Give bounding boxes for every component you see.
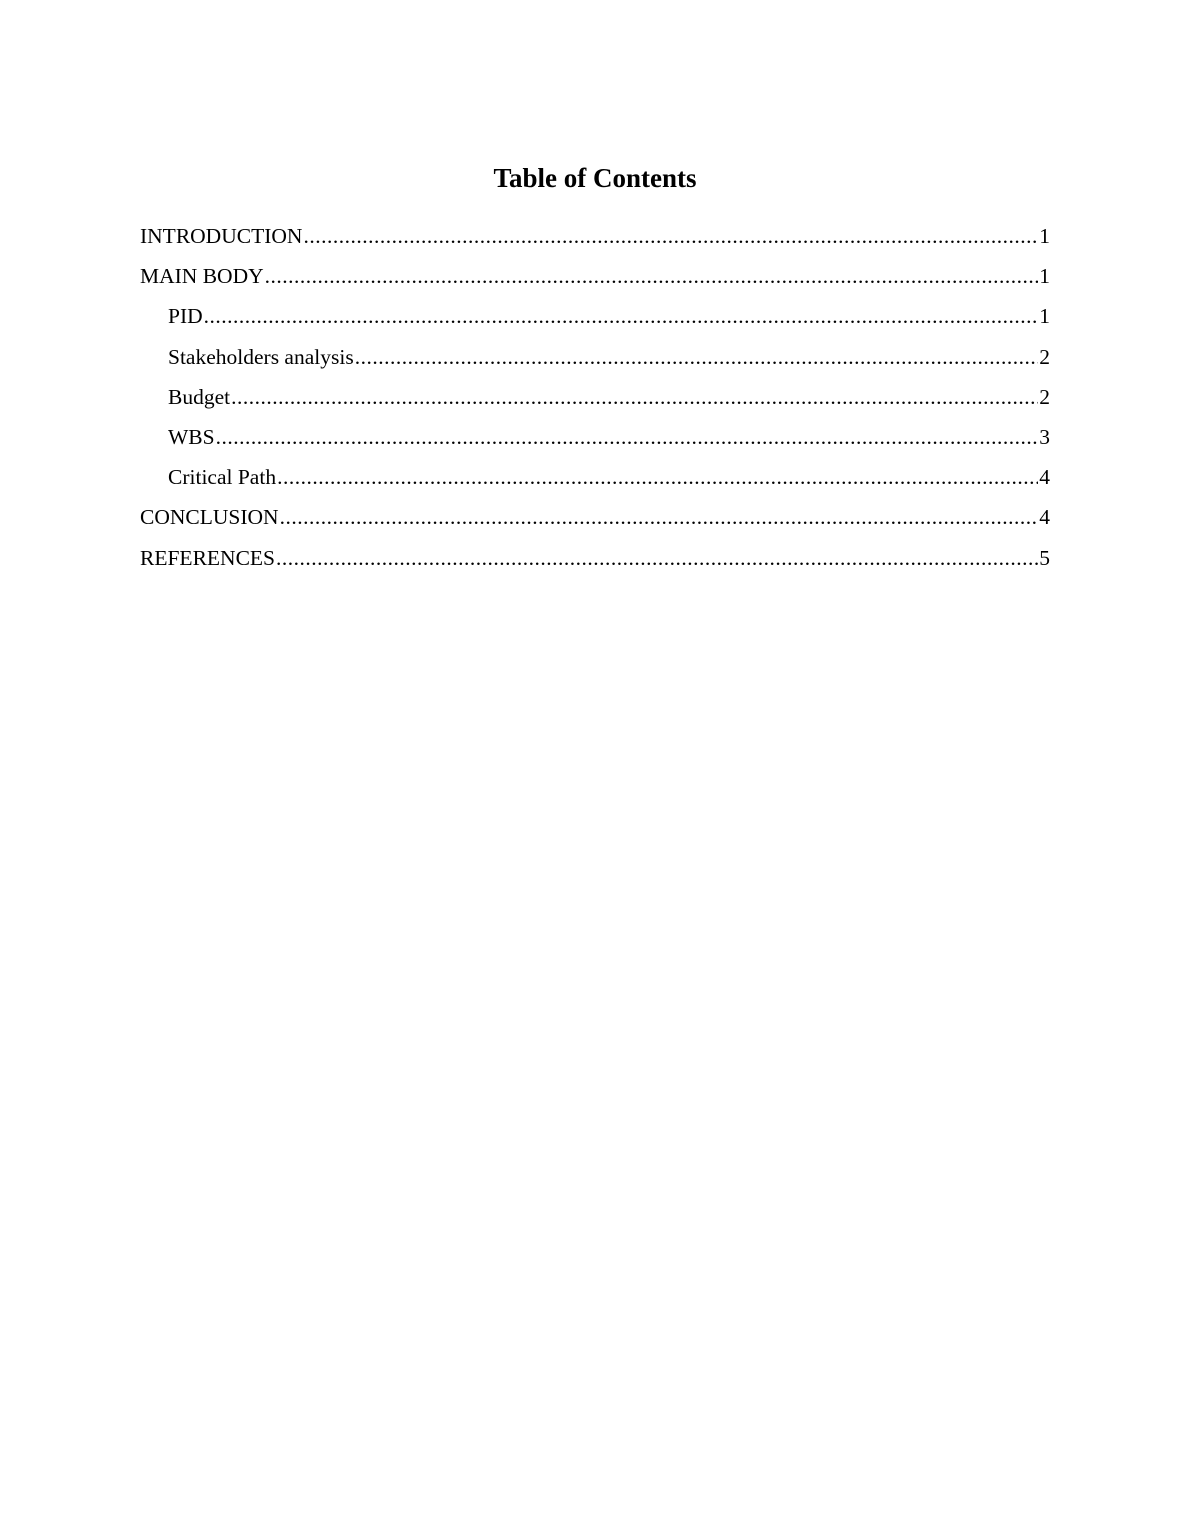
toc-entry-label[interactable]: Budget — [168, 384, 231, 409]
toc-dot-leader — [277, 461, 1038, 493]
toc-title: Table of Contents — [493, 163, 697, 193]
toc-dot-leader — [216, 421, 1039, 453]
toc-dot-leader — [303, 220, 1038, 252]
toc-entry-label[interactable]: INTRODUCTION — [140, 224, 303, 248]
toc-entry-pid[interactable] — [140, 300, 1050, 340]
toc-dot-leader — [276, 542, 1038, 574]
toc-page-number: 4 — [1039, 505, 1050, 530]
toc-entry-label[interactable]: MAIN BODY — [140, 264, 264, 289]
toc-page-number: 5 — [1039, 545, 1050, 570]
toc-entry-budget[interactable] — [140, 381, 1050, 421]
toc-entry-introduction[interactable] — [140, 220, 1050, 260]
toc-page-number: 1 — [1039, 224, 1050, 248]
toc-entry-main-body[interactable] — [140, 260, 1050, 300]
toc-entry-label[interactable]: WBS — [168, 424, 215, 449]
toc-dot-leader — [280, 501, 1039, 533]
toc-entry-label[interactable]: Critical Path — [168, 465, 277, 490]
toc-dot-leader — [355, 341, 1039, 373]
toc-list — [140, 220, 1050, 582]
toc-page-number: 1 — [1039, 264, 1050, 289]
toc-entry-label[interactable]: REFERENCES — [140, 545, 275, 570]
toc-page-number: 2 — [1039, 384, 1050, 409]
toc-dot-leader — [265, 260, 1039, 292]
toc-entry-label[interactable]: Stakeholders analysis — [168, 344, 354, 369]
toc-entry-references[interactable] — [140, 542, 1050, 582]
toc-page-number: 2 — [1039, 344, 1050, 369]
toc-entry-wbs[interactable] — [140, 421, 1050, 461]
toc-page-number: 3 — [1039, 424, 1050, 449]
toc-dot-leader — [204, 300, 1039, 332]
toc-dot-leader — [231, 381, 1038, 413]
toc-entry-stakeholders-analysis[interactable] — [140, 341, 1050, 381]
toc-entry-label[interactable]: PID — [168, 304, 203, 329]
toc-page-number: 4 — [1039, 465, 1050, 490]
toc-entry-conclusion[interactable] — [140, 501, 1050, 541]
toc-entry-critical-path[interactable] — [140, 461, 1050, 501]
toc-entry-label[interactable]: CONCLUSION — [140, 505, 279, 530]
toc-page-number: 1 — [1039, 304, 1050, 329]
